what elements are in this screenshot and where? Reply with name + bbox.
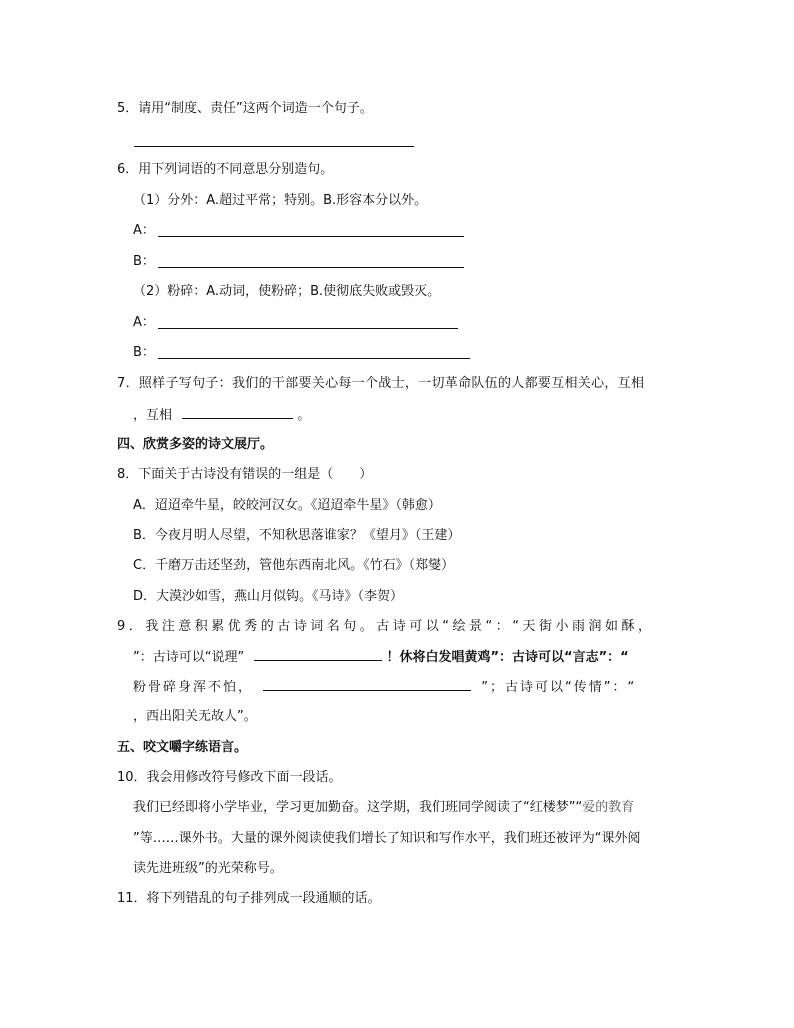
book-title-text: 爱的教育: [582, 800, 635, 815]
answer-line-q5[interactable]: [134, 146, 414, 147]
question-10-paragraph-line1: [133, 801, 634, 814]
section-5-title: 五、咬文嚼字练语言。: [117, 740, 248, 755]
question-11: 11．将下列错乱的句子排列成一段通顺的话。: [117, 891, 381, 906]
answer-blank-q9-2[interactable]: [263, 680, 471, 691]
answer-label-a: A：: [133, 223, 155, 238]
question-6-sub1: （1）分外：A.超过平常；特别。B.形容本分以外。: [133, 193, 428, 208]
question-9-text: ！休将白发唱黄鸡”：古诗可以“言志”：“: [386, 650, 629, 665]
answer-line-6-2-b[interactable]: [158, 358, 470, 359]
option-b[interactable]: B．今夜月明人尽望，不知秋思落谁家？《望月》（王建）: [133, 528, 461, 543]
answer-blank-q7[interactable]: [182, 408, 293, 419]
question-9-text: ”；古诗可以“传情”：“: [481, 680, 637, 695]
answer-label-b: B：: [133, 254, 155, 269]
answer-blank-q9-1[interactable]: [254, 650, 382, 661]
question-9: 9．我注意积累优秀的古诗词名句。古诗可以“绘景“：“天街小雨润如酥，: [117, 619, 655, 634]
answer-label-a: A：: [133, 315, 155, 330]
question-9-line2: [133, 650, 629, 664]
answer-label-b: B：: [133, 345, 155, 360]
question-5: 5．请用“制度、责任”这两个词造一个句子。: [117, 101, 373, 116]
question-8: 8．下面关于古诗没有错误的一组是（ ）: [117, 467, 373, 482]
answer-line-6-2-a[interactable]: [158, 328, 458, 329]
answer-line-6-1-b[interactable]: [158, 267, 464, 268]
question-10-paragraph-line2: ”等……课外书。大量的课外阅读使我们增长了知识和写作水平，我们班还被评为“课外阅: [133, 831, 641, 846]
option-d[interactable]: D．大漠沙如雪，燕山月似钩。《马诗》（李贺）: [133, 589, 404, 604]
answer-line-6-1-a[interactable]: [158, 236, 464, 237]
option-c[interactable]: C．千磨万击还坚劲，管他东西南北风。《竹石》（郑燮）: [133, 558, 455, 573]
question-6: 6．用下列词语的不同意思分别造句。: [117, 162, 334, 177]
question-10-paragraph-line3: 读先进班级”的光荣称号。: [133, 861, 283, 876]
question-7: 7．照样子写句子：我们的干部要关心每一个战士，一切革命队伍的人都要互相关心，互相: [117, 376, 645, 391]
option-a[interactable]: A．迢迢牵牛星，皎皎河汉女。《迢迢牵牛星》（韩愈）: [133, 498, 441, 513]
question-6-sub2: （2）粉碎：A.动词，使粉碎；B.使彻底失败或毁灭。: [133, 284, 441, 299]
question-9-line4: ，西出阳关无故人”。: [133, 709, 257, 724]
question-7-text: ，互相: [133, 408, 173, 423]
question-9-text: 粉骨碎身浑不怕，: [133, 680, 254, 695]
question-9-line3: [133, 680, 636, 694]
question-10: 10．我会用修改符号修改下面一段话。: [117, 770, 342, 785]
section-4-title: 四、欣赏多姿的诗文展厅。: [117, 437, 274, 452]
question-7-cont: [133, 408, 310, 422]
question-10-text: 我们已经即将小学毕业，学习更加勤奋。这学期，我们班同学阅读了“红楼梦”“: [133, 800, 583, 815]
question-9-text: ”：古诗可以“说理”: [133, 650, 245, 665]
question-7-period: 。: [297, 408, 311, 423]
